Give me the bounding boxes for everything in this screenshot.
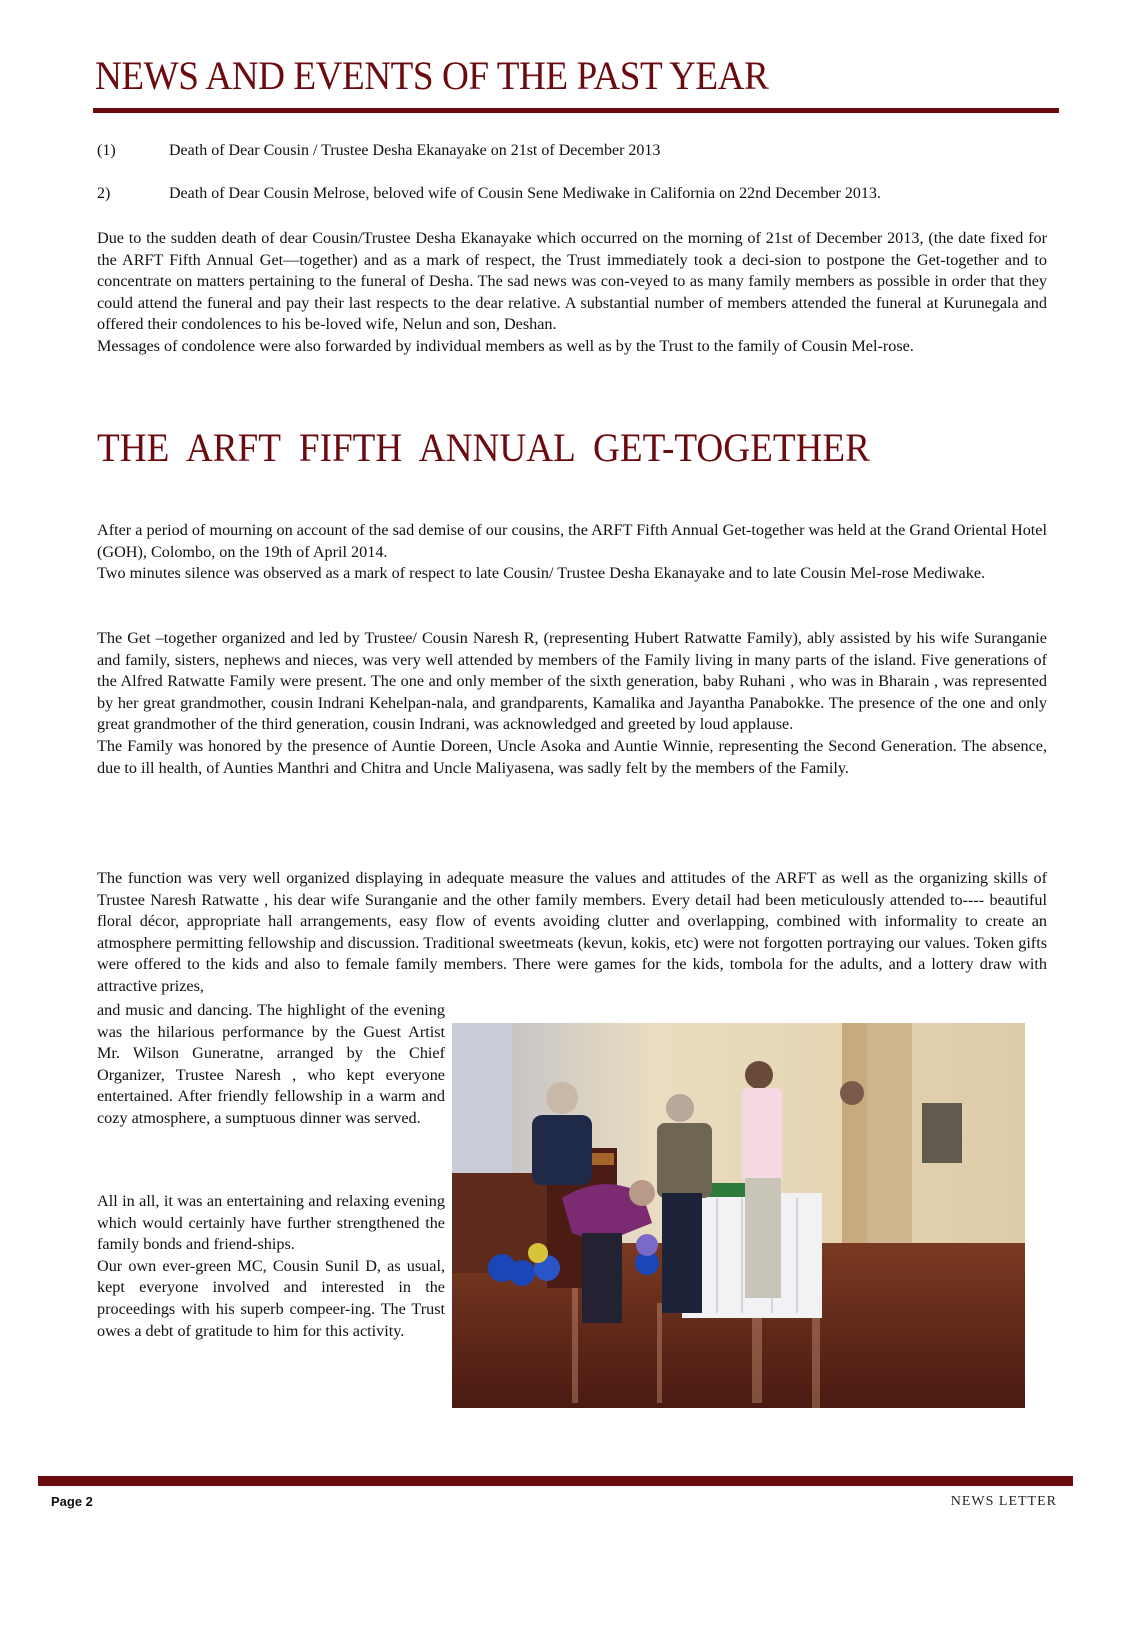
function-paragraph: The function was very well organized displaying in adequate measure the values and attitudes of the ARFT as well as the organizing skills of Trustee Naresh Ratwatte , his dear wife Suranganie and the other family members. Every detail had been meticulously attended to---- beautiful floral décor, appropriate hall arrangements, easy flow of events avoiding clutter and overlapping, combined with informality to create an atmosphere permitting fellowship and discussion. Traditional sweetmeats (kevun, kokis, etc) were not forgotten portraying our values. Token gifts were offered to the kids and also to female family members. There were games for the kids, tombola for the adults, and a lottery draw with attractive prizes, [97, 869, 1047, 995]
honored-paragraph: The Family was honored by the presence of Auntie Doreen, Uncle Asoka and Auntie Winnie, representing the Second Generation. The absence, due to ill health, of Aunties Manthri and Chitra and Uncle Maliyasena, was sadly felt by the members of the Family. [97, 736, 1047, 777]
section-title: THE ARFT FIFTH ANNUAL GET-TOGETHER [97, 425, 870, 470]
event-photo-illustration [452, 1023, 1025, 1408]
news-item-text: Death of Dear Cousin Melrose, beloved wife of Cousin Sene Mediwake in California on 22nd December 2013. [169, 185, 881, 202]
condolence-paragraph: Due to the sudden death of dear Cousin/Trustee Desha Ekanayake which occurred on the morning of 21st of December 2013, (the date fixed for the ARFT Fifth Annual Get—together) and as a mark of respect, the Trust immediately took a deci-sion to postpone the Get-together and to concentrate on matters pertaining to the funeral of Desha. The sad news was con-veyed to as many family members as possible in order that they could attend the funeral and pay their last respects to the dear relative. A substantial number of members attended the funeral at Kurunegala and offered their condolences to his be-loved wife, Nelun and son, Deshan. [97, 229, 1047, 334]
publication-name: NEWS LETTER [950, 1494, 1057, 1509]
intro-section [97, 520, 1047, 585]
organization-section [97, 628, 1047, 779]
intro-paragraph: After a period of mourning on account of the sad demise of our cousins, the ARFT Fifth Annual Get-together was held at the Grand Oriental Hotel (GOH), Colombo, on the 19th of April 2014. [97, 521, 1047, 561]
highlight-paragraph: and music and dancing. The highlight of the evening was the hilarious performance by the Guest Artist Mr. Wilson Guneratne, arranged by the Chief Organizer, Trustee Naresh , who kept everyone entertained. After friendly fellowship in a warm and cozy atmosphere, a sumptuous dinner was served. [97, 1001, 445, 1127]
news-item-number: 2) [97, 185, 111, 202]
news-item-number: (1) [97, 142, 116, 159]
footer-divider [38, 1476, 1073, 1486]
condolence-messages-paragraph: Messages of condolence were also forwarded by individual members as well as by the Trust to the family of Cousin Mel-rose. [97, 336, 914, 355]
silence-paragraph: Two minutes silence was observed as a mark of respect to late Cousin/ Trustee Desha Ekanayake and to late Cousin Mel-rose Mediwake. [97, 564, 986, 583]
event-photo [452, 1023, 1025, 1408]
news-item [97, 184, 1047, 204]
condolence-section [97, 228, 1047, 358]
summary-paragraph: All in all, it was an entertaining and relaxing evening which would certainly have further strengthened the family bonds and friend-ships. [97, 1192, 445, 1254]
mc-paragraph: Our own ever-green MC, Cousin Sunil D, as usual, kept everyone involved and interested in the proceedings with his superb compeer-ing. The Trust owes a debt of gratitude to him for this activity. [97, 1256, 445, 1340]
title-divider [93, 108, 1059, 113]
news-item [97, 141, 1047, 161]
organized-paragraph: The Get –together organized and led by Trustee/ Cousin Naresh R, (representing Hubert Ratwatte Family), ably assisted by his wife Suranganie and family, sisters, nephews and nieces, was very well attended by members of the Family living in many parts of the island. Five generations of the Alfred Ratwatte Family were present. The one and only member of the sixth generation, baby Ruhani , who was in Bharain , was represented by her great grandmother, cousin Indrani Kehelpan-nala, and grandparents, Kamalika and Jayantha Panabokke. The presence of the one and only great grandmother of the third generation, cousin Indrani, was acknowledged and greeted by loud applause. [97, 629, 1047, 734]
closing-section [97, 1191, 445, 1342]
news-item-text: Death of Dear Cousin / Trustee Desha Ekanayake on 21st of December 2013 [169, 142, 661, 159]
page-title: NEWS AND EVENTS OF THE PAST YEAR [95, 53, 769, 98]
page-number: Page 2 [51, 1494, 93, 1509]
